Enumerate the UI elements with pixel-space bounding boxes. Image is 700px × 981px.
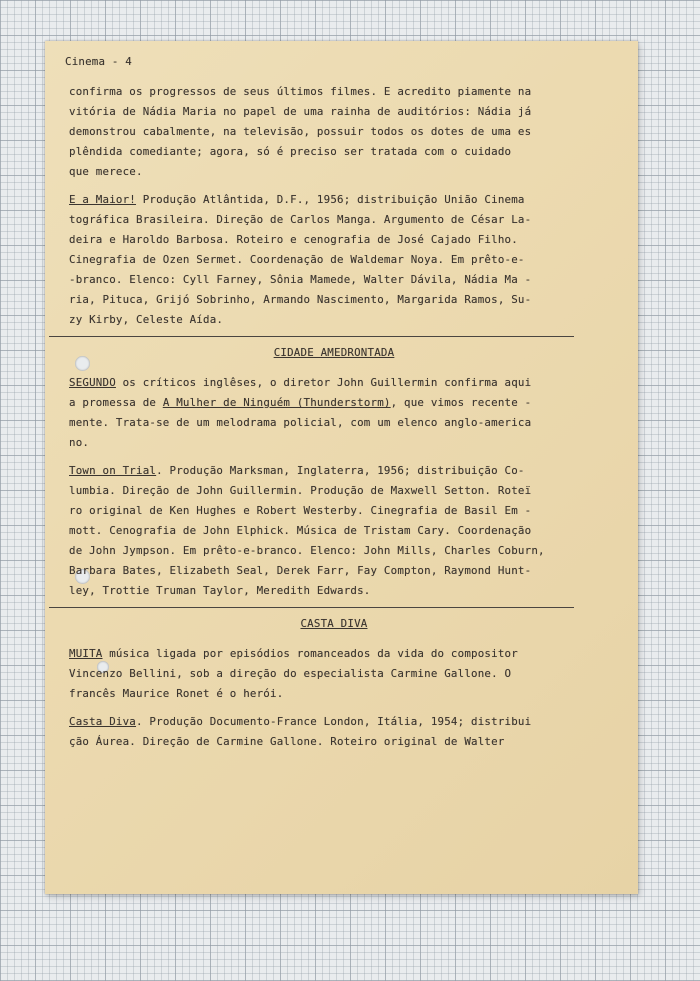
text-line: MUITA música ligada por episódios romanceados da vida do compositor (69, 647, 518, 660)
text-line: confirma os progressos de seus últimos filmes. E acredito piamente na (69, 85, 532, 98)
text-line: francês Maurice Ronet é o herói. (69, 687, 284, 700)
text-line: Barbara Bates, Elizabeth Seal, Derek Farr, Fay Compton, Raymond Hunt- (69, 564, 532, 577)
section-heading-cidade-amedrontada: CIDADE AMEDRONTADA (273, 346, 395, 359)
text-line: Vincenzo Bellini, sob a direção do especialista Carmine Gallone. O (69, 667, 512, 680)
text-line: mott. Cenografia de John Elphick. Música de Tristam Cary. Coordenação (69, 524, 532, 537)
text-line: SEGUNDO os críticos inglêses, o diretor John Guillermin confirma aqui (69, 376, 532, 389)
text-line: zy Kirby, Celeste Aída. (69, 313, 224, 326)
text-line: demonstrou cabalmente, na televisão, possuir todos os dotes de uma es (69, 125, 532, 138)
text-line: Casta Diva. Produção Documento-France London, Itália, 1954; distribui (69, 715, 532, 728)
text-line: Cinegrafia de Ozen Sermet. Coordenação de Waldemar Noya. Em prêto-e- (69, 253, 525, 266)
text-line: mente. Trata-se de um melodrama policial, com um elenco anglo-america (69, 416, 532, 429)
text-line: ley, Trottie Truman Taylor, Meredith Edwards. (69, 584, 371, 597)
film-title: Town on Trial (69, 464, 157, 477)
document-body (65, 52, 599, 752)
intro-paragraph (69, 82, 599, 182)
text-line: ro original de Ken Hughes e Robert Westerby. Cinegrafia de Basil Em - (69, 504, 532, 517)
section-heading-casta-diva: CASTA DIVA (300, 617, 368, 630)
text-line: -branco. Elenco: Cyll Farney, Sônia Mamede, Walter Dávila, Nádia Ma - (69, 273, 532, 286)
text-line: ção Áurea. Direção de Carmine Gallone. Roteiro original de Walter (69, 735, 505, 748)
section-divider (49, 607, 574, 608)
text-line: plêndida comediante; agora, só é preciso ser tratada com o cuidado (69, 145, 512, 158)
text-line: E a Maior! Produção Atlântida, D.F., 1956; distribuição União Cinema (69, 193, 525, 206)
text-line: de John Jympson. Em prêto-e-branco. Elenco: John Mills, Charles Coburn, (69, 544, 545, 557)
film-title: Casta Diva (69, 715, 137, 728)
text-line: que merece. (69, 165, 143, 178)
review-cidade-amedrontada (69, 373, 599, 453)
text-line: Town on Trial. Produção Marksman, Inglaterra, 1956; distribuição Co- (69, 464, 525, 477)
credits-casta-diva (69, 712, 599, 752)
page-header: Cinema - 4 (65, 55, 133, 68)
credits-town-on-trial (69, 461, 599, 601)
review-casta-diva (69, 644, 599, 704)
text-line: deira e Haroldo Barbosa. Roteiro e cenografia de José Cajado Filho. (69, 233, 518, 246)
text-line: no. (69, 436, 90, 449)
section-divider (49, 336, 574, 337)
film-title: A Mulher de Ninguém (Thunderstorm) (162, 396, 391, 409)
credits-e-a-maior (69, 190, 599, 330)
text-line: a promessa de A Mulher de Ninguém (Thunderstorm), que vimos recente - (69, 396, 532, 409)
text-line: tográfica Brasileira. Direção de Carlos Manga. Argumento de César La- (69, 213, 532, 226)
text-line: ria, Pituca, Grijó Sobrinho, Armando Nascimento, Margarida Ramos, Su- (69, 293, 532, 306)
film-title: E a Maior! (69, 193, 137, 206)
text-line: vitória de Nádia Maria no papel de uma rainha de auditórios: Nádia já (69, 105, 532, 118)
text-line: lumbia. Direção de John Guillermin. Produção de Maxwell Setton. Roteï (69, 484, 532, 497)
